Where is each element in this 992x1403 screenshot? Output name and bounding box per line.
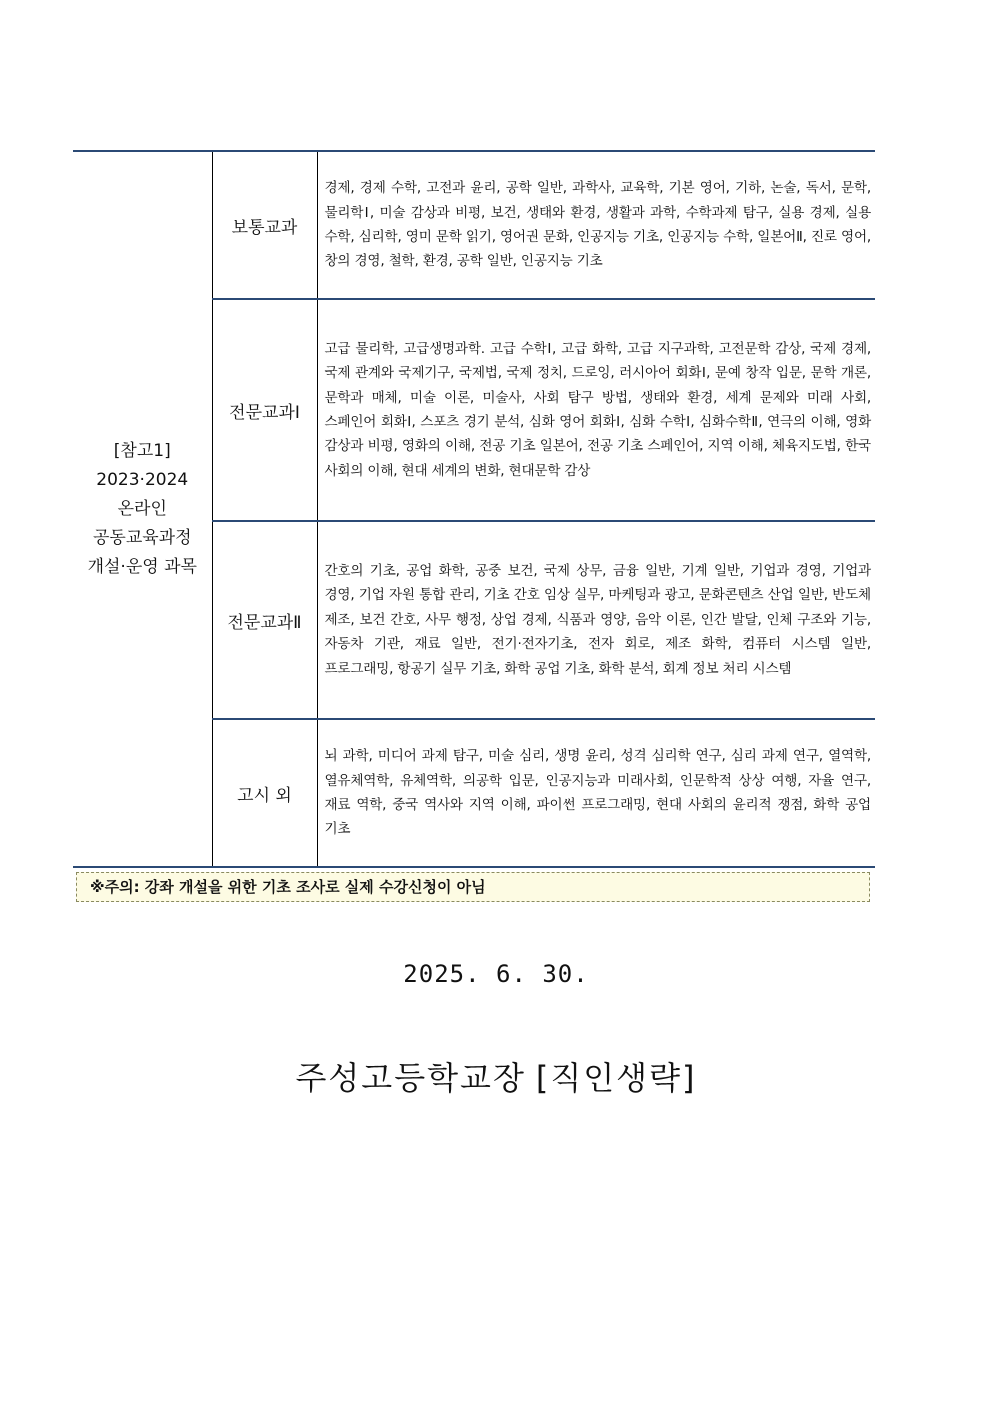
subjects-cell: 간호의 기초, 공업 화학, 공중 보건, 국제 상무, 금융 일반, 기계 일반, 기업과 경영, 기업과 경영, 기업 자원 통합 관리, 기초 간호 임상 실무, 마케팅과 광고, 문화콘텐츠 산업 일반, 반도체 제조, 보건 간호, 사무 행정, 상업 경제, 식품과 영양, 음악 이론, 인간 발달, 인체 구조와 기능, 자동차 기관, 재료 일반, 전기·전자기초, 전자 회로, 제조 화학, 컴퓨터 시스템 일반, 프로그래밍, 항공기 실무 기초, 화학 공업 기초, 화학 분석, 회계 정보 처리 시스템 [317,521,875,719]
reference-label-line: [참고1] [113,440,171,461]
reference-label-cell [73,151,212,867]
category-cell: 보통교과 [212,151,317,299]
subjects-cell: 경제, 경제 수학, 고전과 윤리, 공학 일반, 과학사, 교육학, 기본 영어, 기하, 논술, 독서, 문학, 물리학Ⅰ, 미술 감상과 비평, 보건, 생태와 환경, 생활과 과학, 수학과제 탐구, 실용 경제, 실용 수학, 심리학, 영미 문학 읽기, 영어권 문화, 인공지능 기초, 인공지능 수학, 일본어Ⅱ, 진로 영어, 창의 경영, 철학, 환경, 공학 일반, 인공지능 기초 [317,151,875,299]
document-date: 2025. 6. 30. [403,960,589,988]
subjects-cell: 고급 물리학, 고급생명과학. 고급 수학Ⅰ, 고급 화학, 고급 지구과학, 고전문학 감상, 국제 경제, 국제 관계와 국제기구, 국제법, 국제 정치, 드로잉, 러시아어 회화Ⅰ, 문예 창작 입문, 문학 개론, 문학과 매체, 미술 이론, 미술사, 사회 탐구 방법, 생태와 환경, 세계 문제와 미래 사회, 스페인어 회화Ⅰ, 스포츠 경기 분석, 심화 영어 회화Ⅰ, 심화 수학Ⅰ, 심화수학Ⅱ, 연극의 이해, 영화 감상과 비평, 영화의 이해, 전공 기초 일본어, 전공 기초 스페인어, 지역 이해, 체육지도법, 한국 사회의 이해, 현대 세계의 변화, 현대문학 감상 [317,299,875,521]
subjects-cell: 뇌 과학, 미디어 과제 탐구, 미술 심리, 생명 윤리, 성격 심리학 연구, 심리 과제 연구, 열역학, 열유체역학, 유체역학, 의공학 입문, 인공지능과 미래사회, 인문학적 상상 여행, 자율 연구, 재료 역학, 중국 역사와 지역 이해, 파이썬 프로그래밍, 현대 사회의 윤리적 쟁점, 화학 공업 기초 [317,719,875,867]
reference-label-line: 공동교육과정 [92,527,192,548]
notice-box: ※주의: 강좌 개설을 위한 기초 조사로 실제 수강신청이 아님 [76,872,870,902]
signature-line [0,1053,992,1099]
reference-label-line: 2023·2024 [96,469,189,490]
issuer-name: 주성고등학교장 [295,1059,526,1097]
reference-label-line: 온라인 [117,498,167,519]
reference-label-line: 개설·운영 과목 [87,556,197,577]
course-table [73,150,875,868]
table-row [73,151,875,299]
category-cell: 전문교과Ⅱ [212,521,317,719]
seal-omitted-label: [직인생략] [535,1059,697,1097]
category-cell: 고시 외 [212,719,317,867]
category-cell: 전문교과Ⅰ [212,299,317,521]
